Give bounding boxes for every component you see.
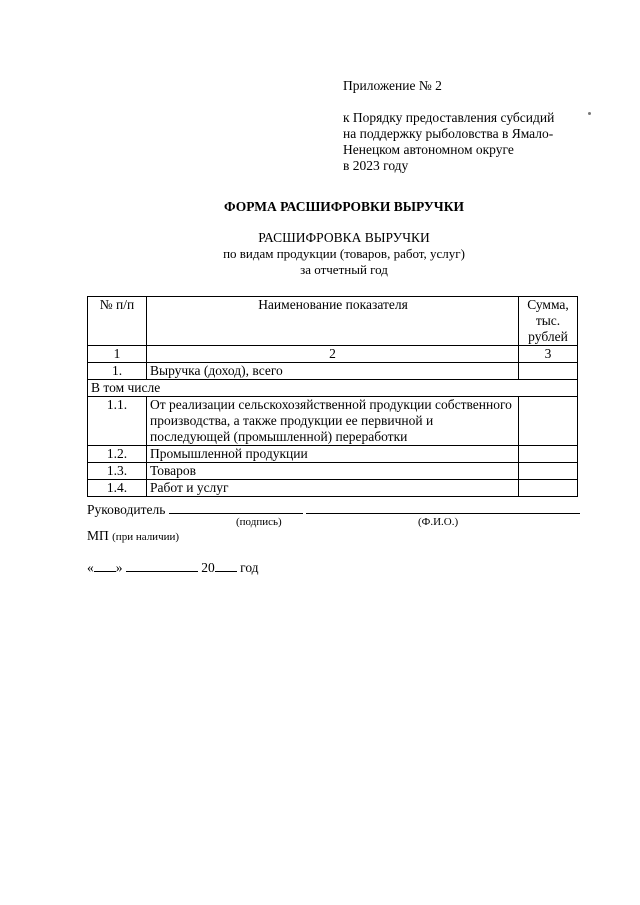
appendix-line: в 2023 году [343,158,409,173]
table-index-row [88,346,578,363]
doc-title: РАСШИФРОВКА ВЫРУЧКИ [258,230,430,245]
index-cell: 2 [147,346,519,363]
table-header-row [88,297,578,346]
row-name: От реализации сельскохозяйственной продукции собственного производства, а также продукции ее первичной и последующей (промышленной) переработки [147,397,519,446]
header-sum: Сумма, тыс. рублей [519,297,578,346]
header-name: Наименование показателя [147,297,519,346]
row-num: 1.4. [88,480,147,497]
form-title: ФОРМА РАСШИФРОВКИ ВЫРУЧКИ [224,199,464,214]
year-suffix: год [240,560,259,575]
stamp-note: (при наличии) [112,531,180,543]
table-row [88,446,578,463]
name-blank[interactable] [306,500,580,514]
signature-blank[interactable] [169,500,303,514]
scan-speck [588,112,591,115]
signature-caption: (подпись) [236,516,282,528]
year-prefix: 20 [201,560,215,575]
row-name: Работ и услуг [147,480,519,497]
date-open-quote: « [87,560,94,575]
appendix-line: к Порядку предоставления субсидий [343,110,555,125]
appendix-block [343,78,554,174]
row-num: 1.3. [88,463,147,480]
appendix-line: на поддержку рыболовства в Ямало- [343,126,554,141]
row-num: 1.1. [88,397,147,446]
signature-label: Руководитель [87,502,166,517]
row-sum[interactable] [519,446,578,463]
row-sum[interactable] [519,480,578,497]
date-close-quote: » [115,560,123,575]
doc-subtitle: по видам продукции (товаров, работ, услуг) [223,246,465,261]
row-num: 1.2. [88,446,147,463]
row-sum[interactable] [519,463,578,480]
appendix-line: Ненецком автономном округе [343,142,514,157]
index-cell: 3 [519,346,578,363]
day-blank[interactable] [94,558,116,572]
row-sum[interactable] [519,397,578,446]
revenue-table [87,296,578,497]
date-line [87,558,259,576]
stamp-label: МП [87,528,109,543]
table-row [88,463,578,480]
year-blank[interactable] [215,558,237,572]
table-row [88,397,578,446]
row-sum[interactable] [519,363,578,380]
row-name: Товаров [147,463,519,480]
row-name: Промышленной продукции [147,446,519,463]
stamp-line [87,528,179,544]
including-label: В том числе [88,380,578,397]
header-num: № п/п [88,297,147,346]
doc-period: за отчетный год [300,262,388,277]
month-blank[interactable] [126,558,198,572]
table-row [88,480,578,497]
name-caption: (Ф.И.О.) [418,516,459,528]
appendix-title: Приложение № 2 [343,78,442,93]
signature-line [87,500,580,518]
table-row-including [88,380,578,397]
row-name: Выручка (доход), всего [147,363,519,380]
table-row [88,363,578,380]
index-cell: 1 [88,346,147,363]
row-num: 1. [88,363,147,380]
